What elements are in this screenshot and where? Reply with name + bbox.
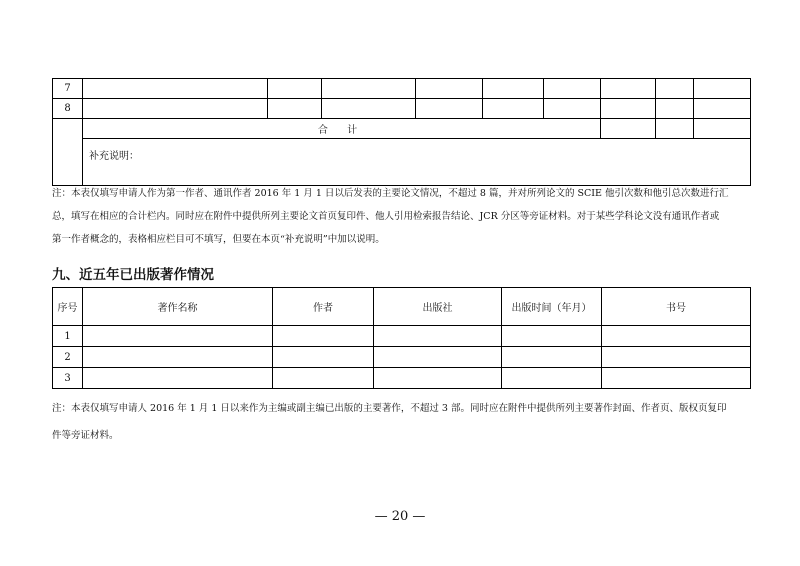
row-number: 8 — [53, 99, 83, 119]
supplement-row — [53, 139, 751, 186]
table-row — [53, 347, 751, 368]
header-publisher: 出版社 — [374, 288, 502, 326]
section-title: 九、近五年已出版著作情况 — [52, 267, 214, 283]
supplement-cell[interactable] — [83, 139, 751, 186]
row-number: 1 — [53, 326, 83, 347]
row-number: 3 — [53, 368, 83, 389]
total-row — [53, 119, 751, 139]
note-books: 注：本表仅填写申请人 2016 年 1 月 1 日以来作为主编或副主编已出版的主要著作，不超过 3 部。同时应在附件中提供所列主要著作封面、作者页、版权页复印 件等旁证材料。 — [52, 403, 727, 441]
header-title: 著作名称 — [83, 288, 273, 326]
header-author: 作者 — [273, 288, 374, 326]
papers-table — [52, 78, 751, 186]
row-number: 2 — [53, 347, 83, 368]
page-number: — 20 — — [374, 509, 426, 524]
header-isbn: 书号 — [602, 288, 751, 326]
note-papers: 注：本表仅填写申请人作为第一作者、通讯作者 2016 年 1 月 1 日以后发表的主要论文情况，不超过 8 篇，并对所列论文的 SCIE 他引次数和他引总次数进行汇 总，填写在相应的合计栏内。同时应在附件中提供所列主要论文首页复印件、他人引用检索报告结论、JCR 分区等旁证材料。对于某些学科论文没有通讯作者或 第一作者概念的，表格相应栏目可不填写，但要在本页“补充说明”中加以说明。 — [52, 188, 729, 245]
table-row — [53, 368, 751, 389]
header-date: 出版时间（年月） — [502, 288, 602, 326]
header-row — [53, 288, 751, 326]
books-table — [52, 287, 751, 389]
table-row — [53, 99, 751, 119]
row-number: 7 — [53, 79, 83, 99]
table-row — [53, 79, 751, 99]
header-index: 序号 — [53, 288, 83, 326]
table-row — [53, 326, 751, 347]
supplement-label: 补充说明： — [89, 151, 139, 162]
total-label: 合 计 — [83, 119, 601, 139]
